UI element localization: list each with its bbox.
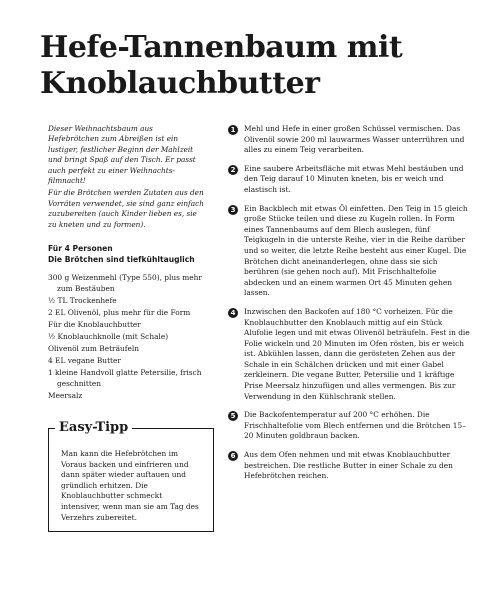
step-text: Inzwischen den Backofen auf 180 °C vorheizen. Für die Knoblauchbutter den Knoblauch mittig auf ein Stück Alufolie legen und mit etwas Olivenöl beträufeln. Fest in die Folie wickeln und 20 Minuten im Ofen rösten, bis er weich ist. Abkühlen lassen, dann die gerösteten Zehen aus der Schale in ein Schälchen drücken und mit einer Gabel zerkleinern. Die vegane Butter, Petersilie und 1 kräftige Prise Meersalz hinzufügen und alles vermengen. Bis zur Verwendung in den Kühlschrank stellen. — [244, 306, 470, 401]
step-item — [228, 450, 472, 482]
ingredient-item: ½ Knoblauchknolle (mit Schale) — [48, 332, 169, 342]
step-text: Mehl und Hefe in einer großen Schüssel vermischen. Das Olivenöl sowie 200 ml lauwarmes Wasser unterrühren und alles zu einem Teig verarbeiten. — [244, 124, 465, 155]
step-list — [228, 124, 472, 490]
ingredient-item: 300 g Weizenmehl (Type 550), plus mehr zum Bestäuben — [48, 273, 202, 293]
step-text: Aus dem Ofen nehmen und mit etwas Knoblauchbutter bestreichen. Die restliche Butter in einer Schale zu den Hefebrötchen reichen. — [244, 450, 453, 481]
ingredient-item: Für die Knoblauchbutter — [48, 319, 141, 329]
ingredient-item: 2 EL Olivenöl, plus mehr für die Form — [48, 307, 191, 317]
tip-title: Easy-Tipp — [55, 420, 132, 436]
step-number-badge: 2 — [228, 165, 238, 175]
freezer-note: Die Brötchen sind tiefkühltauglich — [48, 254, 195, 264]
step-text: Eine saubere Arbeitsfläche mit etwas Mehl bestäuben und den Teig darauf 10 Minuten kneten, bis er weich und elastisch ist. — [244, 163, 464, 194]
ingredient-list — [48, 273, 206, 402]
intro-paragraph: Dieser Weihnachtsbaum aus Hefebrötchen zum Abreißen ist ein lustiger, festlicher Beginn der Mahlzeit und bringt Spaß auf den Tisch. Er passt auch perfekt zu einer Weihnachts-filmnacht! — [48, 124, 196, 186]
recipe-title: Hefe-Tannenbaum mit Knoblauchbutter — [40, 30, 403, 101]
step-item — [228, 410, 472, 442]
left-column — [48, 124, 206, 403]
intro-paragraph: Für die Brötchen werden Zutaten aus den Vorräten verwendet, sie sind ganz einfach zuzubereiten (auch Kinder lieben es, sie zu kneten und zu formen). — [48, 188, 204, 229]
step-number-badge: 1 — [228, 125, 238, 135]
ingredient-item: Meersalz — [48, 391, 83, 400]
step-item — [228, 124, 472, 156]
ingredient-item: 1 kleine Handvoll glatte Petersilie, frisch geschnitten — [48, 368, 202, 388]
step-number-badge: 5 — [228, 411, 238, 421]
step-text: Die Backofentemperatur auf 200 °C erhöhen. Die Frischhaltefolie vom Blech entfernen und die Brötchen 15–20 Minuten goldbraun backen. — [244, 410, 466, 441]
servings-line: Für 4 Personen — [48, 244, 113, 254]
step-item — [228, 164, 472, 196]
step-text: Ein Backblech mit etwas Öl einfetten. Den Teig in 15 gleich große Stücke teilen und diese zu Kugeln rollen. In Form eines Tannenbaums auf dem Blech auslegen, fünf Teigkugeln in die unterste Reihe, vier in die Reihe darüber und so weiter, die letzte Reihe besteht aus einer Kugel. Die Brötchen dicht aneinanderlegen, ohne dass sie sich berühren (sie gehen noch auf). Mit Frischhaltefolie abdecken und an einem warmen Ort 45 Minuten gehen lassen. — [244, 203, 468, 298]
tip-text: Man kann die Hefebrötchen im Voraus backen und einfrieren und dann später wieder auftauen und gründlich erhitzen. Die Knoblauchbutter schmeckt intensiver, wenn man sie am Tag des Verzehrs zubereitet. — [61, 449, 199, 522]
step-item — [228, 307, 472, 402]
ingredient-item: ½ TL Trockenhefe — [48, 295, 117, 305]
step-item — [228, 204, 472, 299]
servings-heading — [48, 244, 206, 265]
ingredient-item: Olivenöl zum Beträufeln — [48, 344, 139, 354]
step-number-badge: 3 — [228, 205, 238, 215]
step-number-badge: 6 — [228, 451, 238, 461]
step-number-badge: 4 — [228, 308, 238, 318]
ingredient-item: 4 EL vegane Butter — [48, 356, 121, 366]
tip-box — [48, 420, 214, 532]
